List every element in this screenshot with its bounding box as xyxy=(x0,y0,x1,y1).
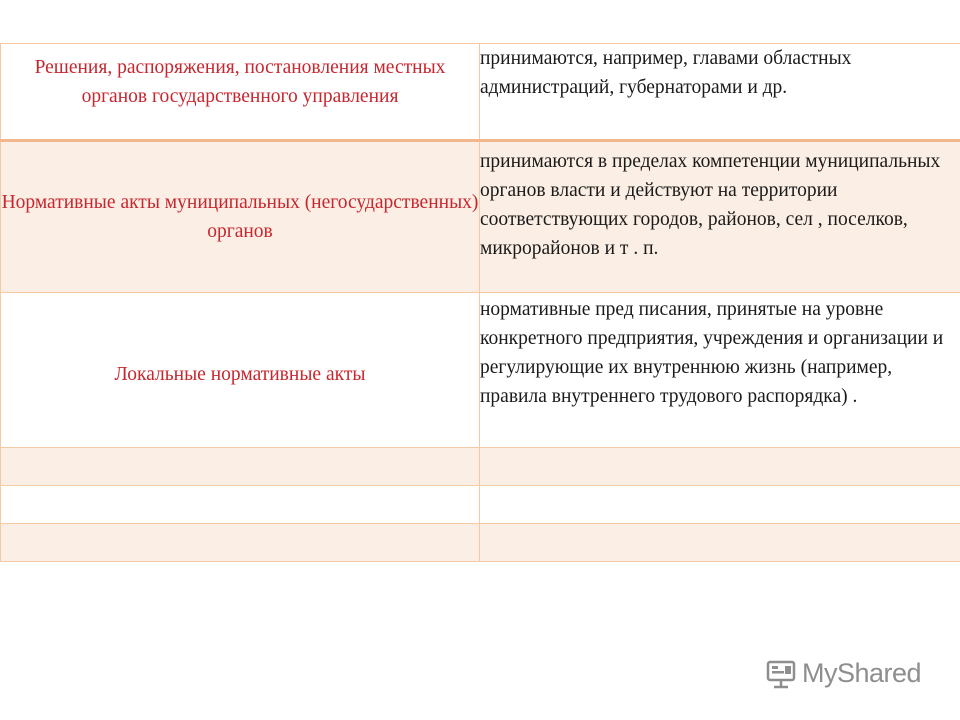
term-cell: Локальные нормативные акты xyxy=(1,293,480,448)
description-cell: нормативные пред писания, принятые на уровне конкретного предприятия, учреждения и организации и регулирующие их внутреннюю жизнь (например, правила внутреннего трудового распорядка) . xyxy=(480,293,960,448)
description-cell: принимаются в пределах компетенции муниципальных органов власти и действуют на территории соответствующих городов, районов, сел , поселков, микрорайонов и т . п. xyxy=(480,141,960,293)
empty-row xyxy=(1,448,960,486)
content-table xyxy=(0,43,960,562)
table-row xyxy=(1,293,960,448)
slideshow-icon xyxy=(766,659,796,689)
empty-cell xyxy=(1,448,480,486)
empty-cell xyxy=(480,448,960,486)
empty-cell xyxy=(480,486,960,524)
table-row xyxy=(1,44,960,141)
empty-cell xyxy=(480,524,960,562)
watermark-text: MyShared xyxy=(802,658,922,688)
empty-row xyxy=(1,524,960,562)
myshared-watermark[interactable] xyxy=(766,658,921,689)
description-cell: принимаются, например, главами областных администраций, губернаторами и др. xyxy=(480,44,960,141)
term-cell: Решения, распоряжения, постановления местных органов государственного управления xyxy=(1,44,480,141)
empty-row xyxy=(1,486,960,524)
empty-cell xyxy=(1,524,480,562)
empty-cell xyxy=(1,486,480,524)
term-cell: Нормативные акты муниципальных (негосударственных) органов xyxy=(1,141,480,293)
table-row xyxy=(1,141,960,293)
